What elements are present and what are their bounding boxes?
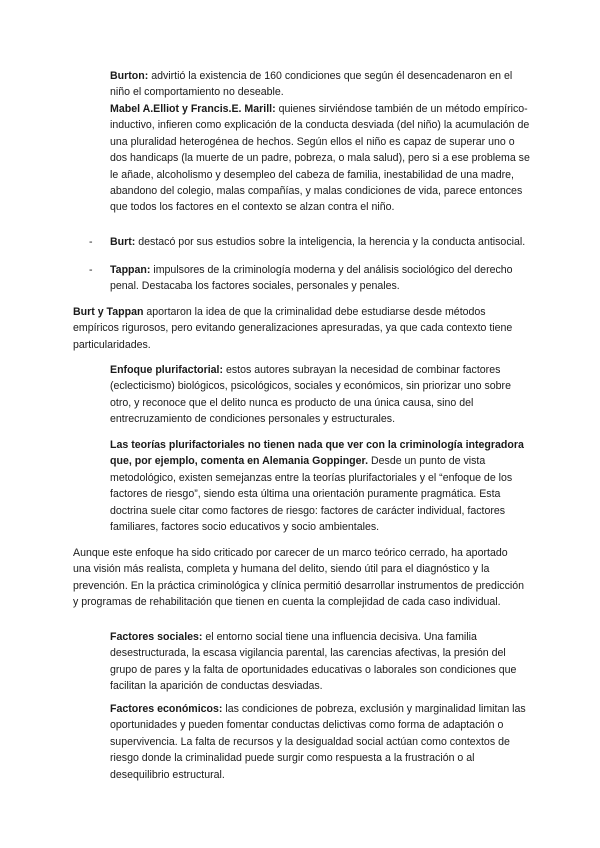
text-factores-sociales: el entorno social tiene una influencia decisiva. Una familia desestructurada, la escasa vigilancia parental, las carencias afectivas, la presión del grupo de pares y la falta de oportunidades educativas o laborales son condiciones que facilitan la aparición de conductas desviadas. <box>110 631 517 693</box>
term-burton: Burton: <box>110 70 149 82</box>
text-tappan: impulsores de la criminología moderna y del análisis sociológico del derecho penal. Destacaba los factores sociales, personales y penales. <box>110 264 513 293</box>
bullet-text-burt <box>110 234 530 250</box>
term-burt: Burt: <box>110 236 136 248</box>
bullet-marker: - <box>89 264 93 276</box>
bullet-text-tappan <box>110 262 530 295</box>
term-burt-y-tappan: Burt y Tappan <box>73 306 144 318</box>
term-enfoque-plurifactorial: Enfoque plurifactorial: <box>110 364 224 376</box>
bullet-marker: - <box>89 236 93 248</box>
paragraph-mabel-elliot <box>110 101 530 216</box>
paragraph-burton <box>110 68 530 101</box>
paragraph-burt-y-tappan <box>73 304 528 353</box>
text-burton: advirtió la existencia de 160 condiciones que según él desencadenaron en el niño el comportamiento no deseable. <box>110 70 513 99</box>
text-enfoque-plurifactorial: estos autores subrayan la necesidad de combinar factores (eclecticismo) biológicos, psicológicos, sociales y económicos, sin priorizar uno sobre otro, y reconoce que el delito nunca es producto de una única causa, sino del entrecruzamiento de condiciones personales y estructurales. <box>110 364 511 426</box>
term-factores-sociales: Factores sociales: <box>110 631 203 643</box>
text-factores-economicos: las condiciones de pobreza, exclusión y marginalidad limitan las oportunidades y pueden fomentar conductas delictivas como forma de adaptación o supervivencia. La falta de recursos y la desigualdad social actúan como contextos de riesgo donde la criminalidad puede surgir como respuesta a la frustración o al desequilibrio estructural. <box>110 703 526 781</box>
text-mabel-elliot: quienes sirviéndose también de un método empírico-inductivo, infieren como explicación de la conducta desviada (del niño) la acumulación de una pluralidad heterogénea de hechos. Según ellos el niño es capaz de superar uno o dos handicaps (la muerte de un padre, pobreza, o mala salud), pero si a ese problema se le añade, alcoholismo y desempleo del cabeza de familia, inestabilidad de una madre, abandono del colegio, malas compañías, y malas condiciones de vida, parece entonces que todos los factores en el contexto se alzan contra el niño. <box>110 103 530 214</box>
paragraph-enfoque-plurifactorial <box>110 362 530 428</box>
paragraph-factores-economicos <box>110 701 530 783</box>
text-teorias-plurifactoriales: Desde un punto de vista metodológico, existen semejanzas entre la teorías plurifactoriales y el “enfoque de los factores de riesgo”, siendo esta última una orientación puramente pragmática. Esta doctrina suele citar como factores de riesgo: factores de carácter individual, factores familiares, factores socio educativos y socio ambientales. <box>110 455 513 534</box>
paragraph-factores-sociales <box>110 629 530 695</box>
paragraph-aunque-este-enfoque <box>73 545 528 611</box>
term-tappan: Tappan: <box>110 264 151 276</box>
term-mabel-elliot: Mabel A.Elliot y Francis.E. Marill: <box>110 103 276 115</box>
paragraph-teorias-plurifactoriales <box>110 437 530 535</box>
text-burt-y-tappan: aportaron la idea de que la criminalidad debe estudiarse desde métodos empíricos rigurosos, pero evitando generalizaciones apresuradas, ya que cada contexto tiene particularidades. <box>73 306 513 351</box>
term-teorias-plurifactoriales: Las teorías plurifactoriales no tienen nada que ver con la criminología integradora que, por ejemplo, comenta en Alemania Goppinger. <box>110 439 524 468</box>
text-burt: destacó por sus estudios sobre la inteligencia, la herencia y la conducta antisocial. <box>135 236 526 248</box>
term-factores-economicos: Factores económicos: <box>110 703 223 715</box>
text-aunque-este-enfoque: Aunque este enfoque ha sido criticado por carecer de un marco teórico cerrado, ha aportado una visión más realista, completa y humana del delito, siendo útil para el diagnóstico y la prevención. En la práctica criminológica y clínica permitió desarrollar instrumentos de predicción y programas de rehabilitación que tienen en cuenta la complejidad de cada caso individual. <box>73 547 525 609</box>
